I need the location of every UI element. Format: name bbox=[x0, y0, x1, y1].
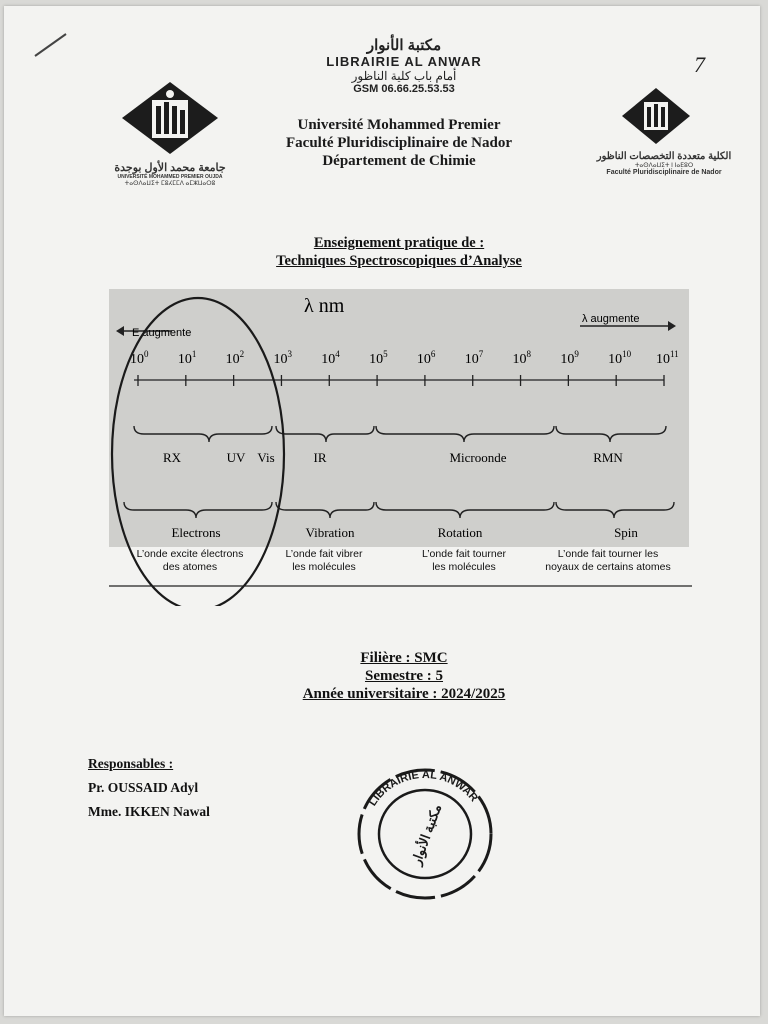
tick-label: $10^0$ bbox=[130, 349, 149, 367]
tick-label: $10^5$ bbox=[369, 349, 388, 367]
note-rotation-line2: les molécules bbox=[432, 561, 496, 573]
tick-label: $10^7$ bbox=[464, 349, 484, 367]
course-title-line1: Enseignement pratique de : bbox=[313, 235, 485, 251]
svg-text:LIBRAIRIE AL ANWAR bbox=[367, 769, 480, 808]
tick-label: $10^2$ bbox=[225, 349, 245, 367]
region-rx: RX bbox=[162, 450, 182, 465]
annee-universitaire: Année universitaire : 2024/2025 bbox=[302, 686, 506, 702]
energy-arrow-label: E augmente bbox=[132, 327, 192, 339]
faculty-arabic-name: الكلية متعددة التخصصات الناظور bbox=[596, 151, 732, 162]
faculty-caption: Faculté Pluridisciplinaire de Nador bbox=[606, 169, 722, 176]
region-rmn: RMN bbox=[593, 450, 623, 465]
axis-title: λ nm bbox=[304, 295, 345, 317]
tick-label: $10^4$ bbox=[321, 349, 340, 367]
region-microonde: Microonde bbox=[449, 450, 507, 465]
note-electrons-line1: L’onde excite électrons bbox=[136, 548, 244, 560]
university-name: Université Mohammed Premier bbox=[297, 117, 501, 133]
responsable-1: Pr. OUSSAID Adyl bbox=[88, 780, 199, 795]
note-vibration-line2: les molécules bbox=[292, 561, 356, 573]
note-spin-line2: noyaux de certains atomes bbox=[545, 561, 671, 573]
faculty-tifinagh: ⵜⴰⵙⴷⴰⵡⵉⵜ ⵏ ⵏⴰⴹⵓⵔ bbox=[634, 163, 694, 169]
brace-spin bbox=[556, 502, 674, 518]
tick-label: $10^8$ bbox=[512, 349, 532, 367]
university-caption: UNIVERSITÉ MOHAMMED PREMIER OUJDA bbox=[117, 174, 223, 180]
brace-vibration bbox=[276, 502, 374, 518]
round-stamp-outer-text: LIBRAIRIE AL ANWAR bbox=[366, 768, 480, 809]
interaction-vibration: Vibration bbox=[305, 525, 355, 540]
note-electrons-line2: des atomes bbox=[162, 561, 218, 573]
interaction-rotation: Rotation bbox=[437, 525, 483, 540]
responsables-label: Responsables : bbox=[88, 756, 174, 771]
brace-rotation bbox=[376, 502, 554, 518]
note-vibration-line1: L’onde fait vibrer bbox=[285, 548, 363, 560]
region-uv: UV bbox=[226, 450, 246, 465]
bookshop-name: LIBRAIRIE AL ANWAR bbox=[326, 54, 482, 69]
energy-arrow-head-icon bbox=[116, 326, 124, 336]
university-arabic-name: جامعة محمد الأول بوجدة bbox=[114, 162, 226, 174]
brace-microonde bbox=[376, 426, 554, 442]
brace-rx-uv-vis bbox=[134, 426, 272, 442]
brace-rmn bbox=[556, 426, 666, 442]
spectrum-diagram bbox=[4, 6, 760, 606]
note-spin-line1: L’onde fait tourner les bbox=[557, 548, 659, 560]
semestre: Semestre : 5 bbox=[364, 668, 444, 684]
brace-ir bbox=[276, 426, 374, 442]
responsable-2: Mme. IKKEN Nawal bbox=[88, 804, 210, 819]
bookshop-round-stamp-icon bbox=[350, 762, 500, 906]
wavelength-arrow-label: λ augmente bbox=[582, 313, 640, 325]
document-page bbox=[4, 6, 760, 1016]
program-info bbox=[204, 649, 604, 703]
interaction-spin: Spin bbox=[614, 525, 638, 540]
region-vis: Vis bbox=[257, 450, 275, 465]
note-rotation-line1: L’onde fait tourner bbox=[421, 548, 507, 560]
round-stamp-inner-text: مكتبة الأنوار bbox=[408, 802, 445, 867]
region-ir: IR bbox=[313, 450, 327, 465]
bookshop-arabic-address: أمام باب كلية الناظور bbox=[351, 69, 457, 83]
region-braces bbox=[134, 426, 666, 442]
department-name: Département de Chimie bbox=[322, 153, 476, 169]
brace-electrons bbox=[124, 502, 272, 518]
wavelength-arrow-head-icon bbox=[668, 321, 676, 331]
course-title-line2: Techniques Spectroscopiques d’Analyse bbox=[276, 253, 522, 269]
bookshop-phone: GSM 06.66.25.53.53 bbox=[353, 83, 455, 95]
tick-label: $10^{10}$ bbox=[608, 349, 632, 367]
tick-label: $10^3$ bbox=[273, 349, 292, 367]
faculty-name: Faculté Pluridisciplinaire de Nador bbox=[286, 135, 512, 151]
filiere: Filière : SMC bbox=[360, 650, 448, 666]
page-number: 7 bbox=[694, 52, 705, 77]
responsables-block bbox=[88, 752, 210, 824]
tick-label: $10^9$ bbox=[560, 349, 579, 367]
bookshop-arabic-name: مكتبة الأنوار bbox=[366, 37, 442, 54]
tick-label: $10^6$ bbox=[416, 349, 436, 367]
interaction-electrons: Electrons bbox=[171, 525, 221, 540]
tick-label: $10^1$ bbox=[177, 349, 197, 367]
tick-label: $10^{11}$ bbox=[656, 349, 679, 367]
interaction-braces bbox=[124, 502, 674, 518]
university-tifinagh: ⵜⴰⵙⴷⴰⵡⵉⵜ ⵎⵓⵃⵎⵎⴷ ⴰⵎⵣⵡⴰⵔⵓ bbox=[124, 181, 216, 187]
